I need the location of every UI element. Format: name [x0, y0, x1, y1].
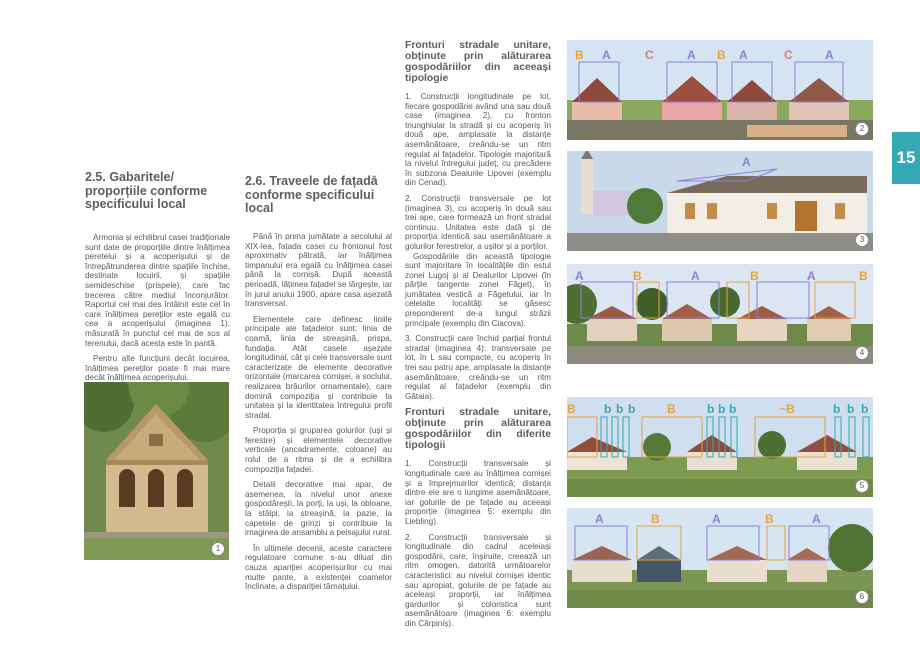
page-number-tab: 15 [892, 132, 920, 184]
facade-label: A [807, 269, 816, 283]
facade-label: A [691, 269, 700, 283]
section-25-paragraph: Pentru alte funcțiuni decât locuirea, înălțimea pereților poate fi mai mare decât înălțimea acoperișului. [85, 354, 230, 383]
photo-number: 1 [211, 542, 225, 556]
photo-5-mixed-typologies [567, 397, 873, 497]
section-26-body [245, 232, 392, 598]
facade-label: A [812, 512, 821, 526]
facade-label: A [602, 48, 611, 62]
section-26-paragraph: Proporția și gruparea golurilor (uși și ferestre) și elementele decorative verticale (ancadramente, coloane) au rolul de a ritma și de a echilibra compoziția fațadei. [245, 426, 392, 474]
facade-label: A [575, 269, 584, 283]
photo-1-traditional-house [84, 382, 229, 560]
section-25-body [85, 233, 230, 389]
fronturi-heading-1: Fronturi stradale unitare, obținute prin alăturarea gospodăriilor din aceeași tipologie [405, 40, 551, 84]
section-26-paragraph: Detalii decorative mai apar, de asemenea, la nivelul unor anexe gospodărești, la porți, la uși, la obloane, la stâlpi, la streașină, la pazie, la capetele de grinzi și contribuie la imaginea de ansamblu a peisajului rural. [245, 480, 392, 538]
facade-label: ~B [779, 402, 795, 416]
section-26-heading: 2.6. Traveele de fațadă conforme specificului local [245, 174, 378, 215]
facade-label: b [861, 402, 869, 416]
facade-label: B [717, 48, 726, 62]
facade-label: C [645, 48, 654, 62]
section-26-paragraph: Până în prima jumătate a secolului al XIX-lea, fațada casei cu frontonul fost aproximativ pătrată, iar înălțimea timpanului era egală cu înălțimea casei până la cornișă. După această perioadă, lățimea fațadei se lărgește, iar în jurul anului 1900, apare casa așezată transversal. [245, 232, 392, 309]
facade-label: A [712, 512, 721, 526]
section-25-paragraph: Armonia și echilibrul casei tradiționale sunt date de proporțiile dintre înălțimea peretelui și a acoperișului și de întrepătrunderea dintre spațiile închise, destinate locuirii, și spațiile semideschise (prispele), care fac trecerea către mediul înconjurător. Raportul cel mai des întâlnit este cel în care înălțimea pereților este egală cu cea a acoperișului (imaginea 1), măsurată în punctul cel mai de sus al terenului, dacă acesta este în pantă. [85, 233, 230, 348]
photo-number: 3 [855, 233, 869, 247]
photo-number: 4 [855, 346, 869, 360]
photo-3-transversal-houses [567, 151, 873, 251]
facade-label: b [729, 402, 737, 416]
section-25-heading: 2.5. Gabaritele/ proporțiile conforme specificului local [85, 170, 208, 211]
fronturi-item: 1. Construcții transversale și longitudinale care au înălțimea cornișei și a împrejmuirilor identică; distanța dintre ele are o lungime asemănătoare, iar golurile de pe fațade au aceeași proporție (imaginea 5: exemplu din Liebling). [405, 459, 551, 526]
facade-label: A [742, 155, 751, 169]
fronturi-item: 2. Construcții transversale și longitudinale din cadrul aceleiași gospodării, care, înșiruite, creează un ritm omogen, datorită următoarelor caracteristici: au nivelul cornișei identic sau apropiat, golurile de pe fațade au aceleași proporții, iar înălțimea gardurilor și coloristica sunt asemănătoare (imaginea 6: exemplu din Cărpiniș). [405, 532, 551, 628]
facade-label: B [651, 512, 660, 526]
right-text-column [405, 40, 551, 635]
facade-label: b [604, 402, 612, 416]
facade-label: b [628, 402, 636, 416]
facade-label: b [847, 402, 855, 416]
facade-label: b [707, 402, 715, 416]
section-26-paragraph: Elementele care definesc liniile principale ale fațadelor sunt: linia de coamă, linia de streașină, prispa, fundația. Atât casele așezate longitudinal, cât și cele transversale sunt caracterizate de elemente decorative orizontale (marcarea cornișei, a soclului, realizarea brâurilor ornamentale), care domină compoziția și contribuie la unitatea și la identitatea întregului profil stradal. [245, 314, 392, 420]
photo-6-homogeneous-rhythm [567, 508, 873, 608]
fronturi-item: Gospodăriile din această tipologie sunt majoritare în localitățile din estul zonei Lugoj și al Dealurilor Lipovei (în părțile tangente zonei Făget), în jumătatea vestică a Făgetului, iar în celelalte localități se găsesc preponderent de-a lungul străzii principale (exemplu din Ciacova). [405, 251, 551, 328]
facade-label: B [750, 269, 759, 283]
photo-4-partial-front [567, 264, 873, 364]
facade-label: A [687, 48, 696, 62]
section-26-paragraph: În ultimele decenii, aceste caractere regulatoare comune s-au diluat din cauza apariției acoperișurilor cu mai multe pante, a existenței coamelor înclinate, a dispariției târnațului. [245, 543, 392, 592]
photo-2-street-front [567, 40, 873, 140]
facade-label: A [825, 48, 834, 62]
facade-label: B [765, 512, 774, 526]
facade-label: B [575, 48, 584, 62]
fronturi-item: 2. Construcții transversale pe lot (imaginea 3), cu acoperiș în două sau trei ape, care formează un front stradal continuu. Unitatea este dată și de proporția identică sau asemănătoare a golurilor ferestrelor, a ușilor și a porților. [405, 193, 551, 251]
fronturi-item: 1. Construcții longitudinale pe lot, fiecare gospodărie având una sau două case (imaginea 2), cu fronton triunghiular la stradă și cu acoperiș în două ape, amplasate la distanțe asemănătoare, creându-se un ritm regulat al fațadelor. Tipologie majoritară la nivelul întregului județ, cu precădere în subzona Dealurile Lipovei (exemplu din Cenad). [405, 92, 551, 188]
facade-label: b [718, 402, 726, 416]
facade-label: B [567, 402, 576, 416]
photo-number: 6 [855, 590, 869, 604]
facade-label: A [595, 512, 604, 526]
facade-label: B [633, 269, 642, 283]
photo-number: 2 [855, 122, 869, 136]
facade-label: B [667, 402, 676, 416]
facade-label: A [739, 48, 748, 62]
photo-number: 5 [855, 479, 869, 493]
facade-label: B [859, 269, 868, 283]
facade-label: b [616, 402, 624, 416]
facade-label: C [784, 48, 793, 62]
fronturi-item: 3. Construcții care închid parțial frontul stradal (imaginea 4): transversale pe lot, în L sau compacte, cu acoperiș în trei sau patru ape, amplasate la distanțe asemănătoare, creându-se un ritm regulat al fațadelor (exemplu din Gătaia). [405, 334, 551, 401]
fronturi-heading-2: Fronturi stradale unitare, obținute prin alăturarea gospodăriilor din diferite tipologii [405, 407, 551, 452]
facade-label: b [833, 402, 841, 416]
